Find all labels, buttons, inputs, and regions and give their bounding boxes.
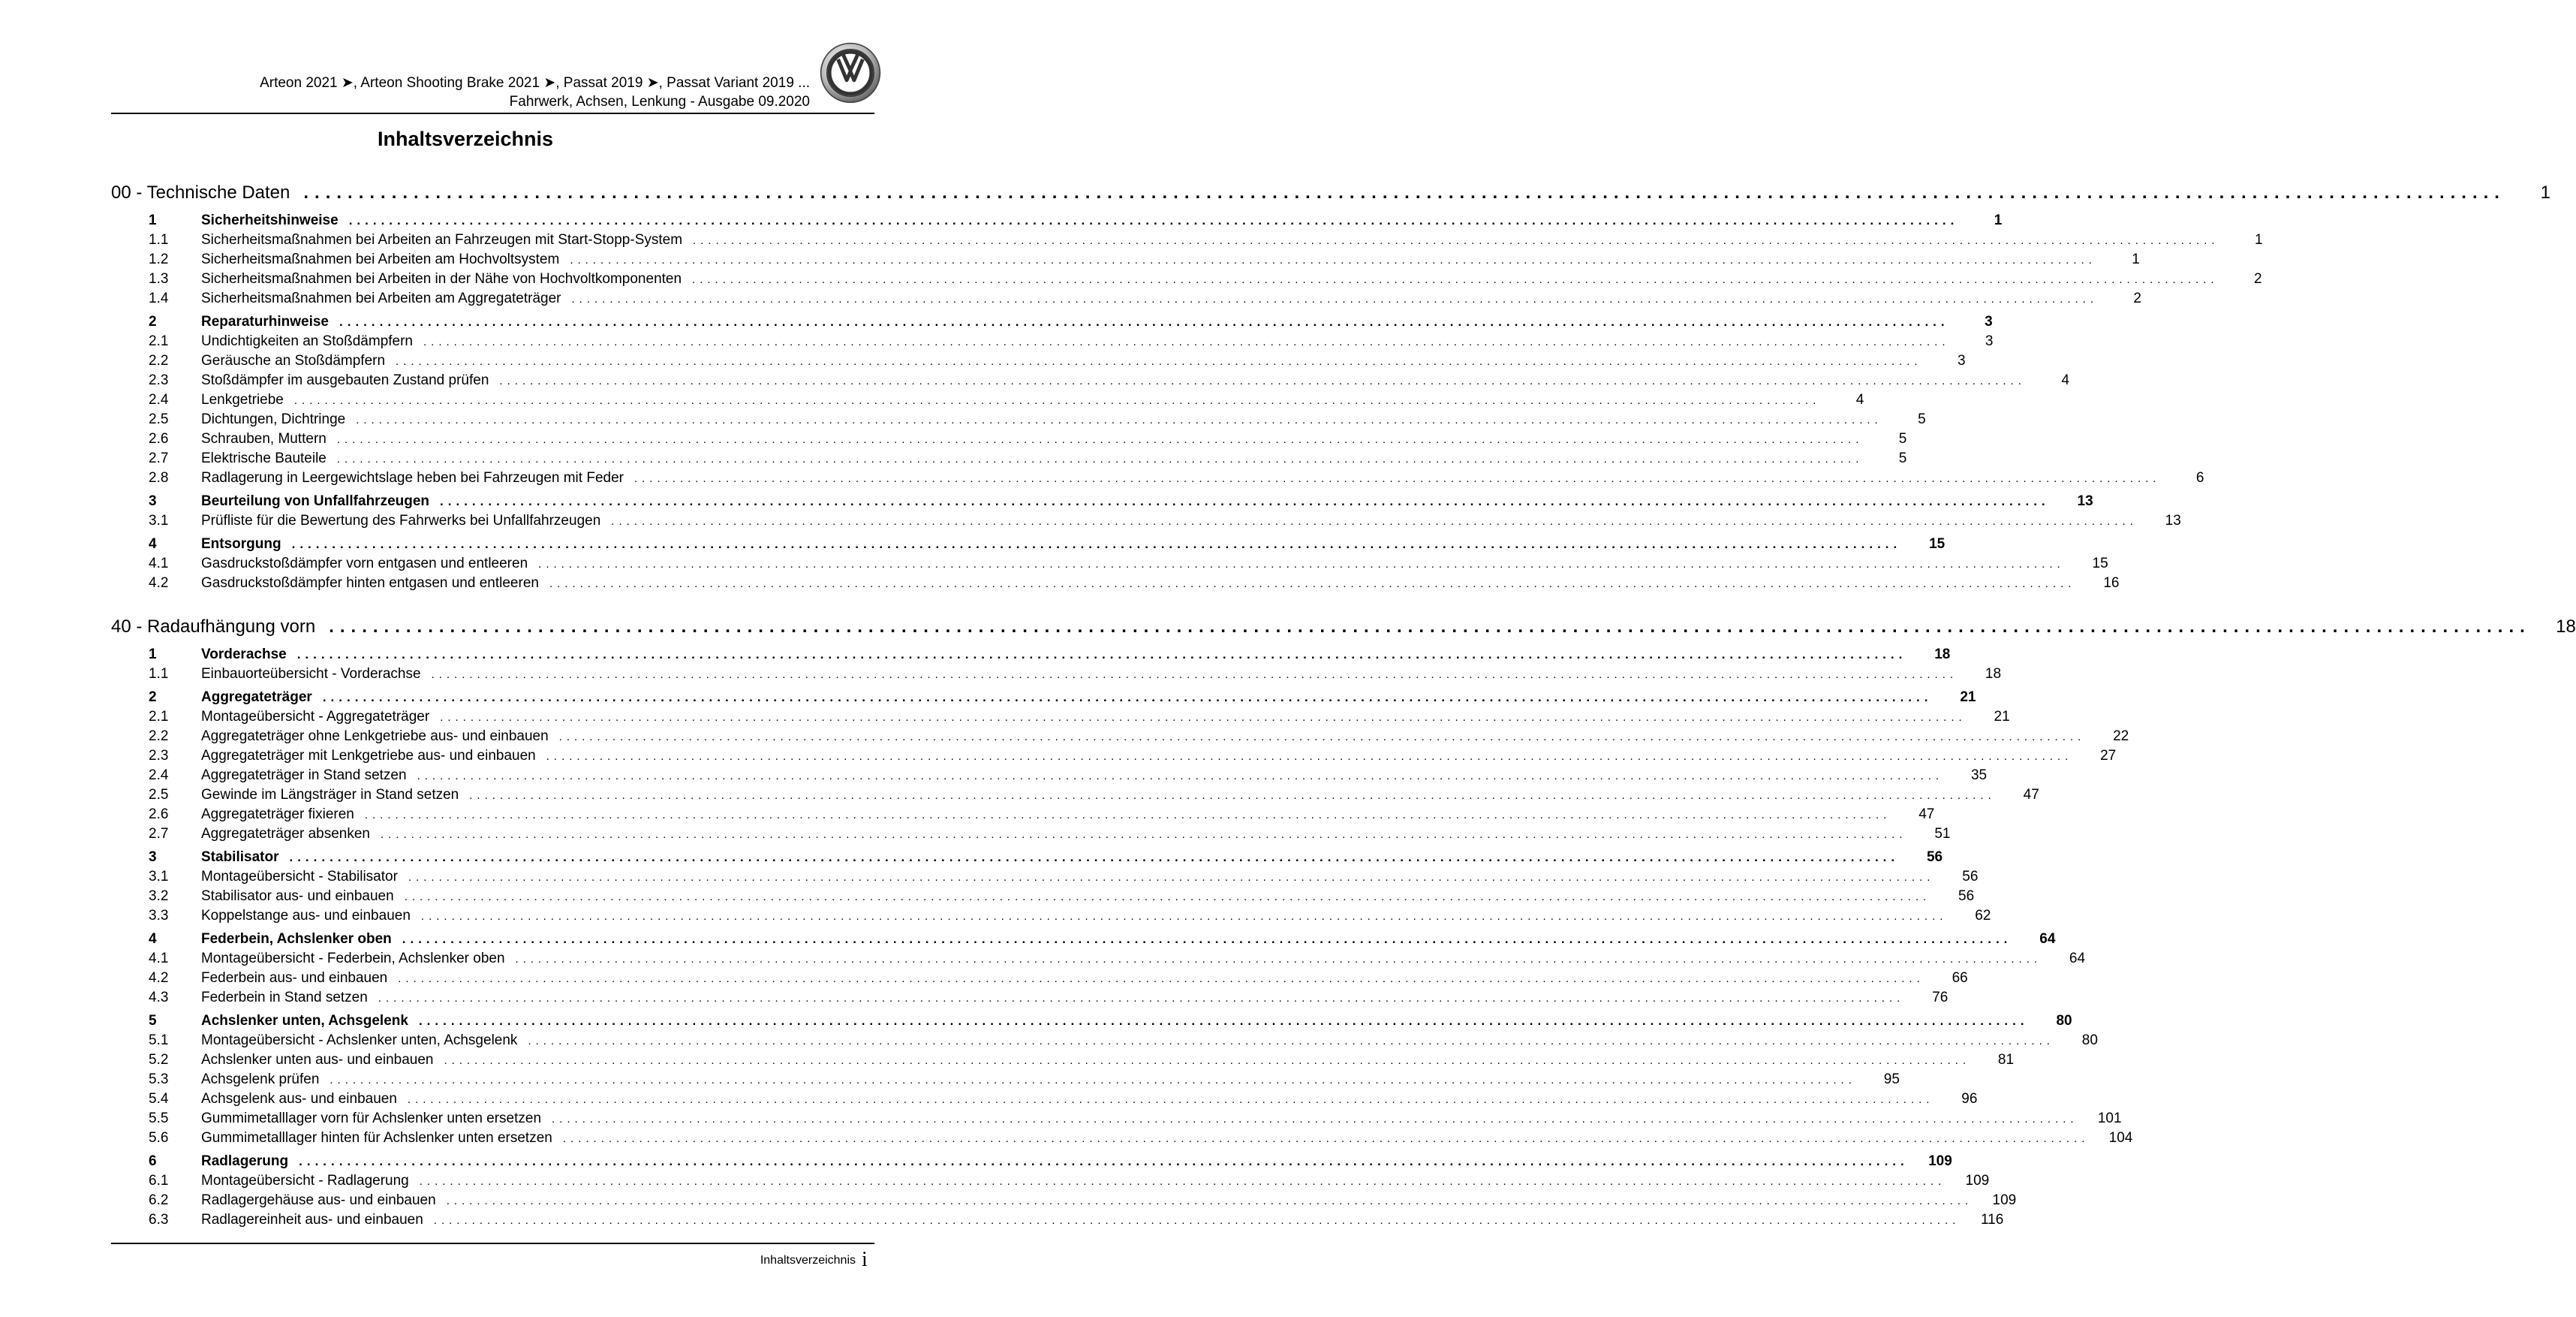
dot-leader: ........................................................................................................................................................................................................ (440, 494, 2050, 508)
toc-chapter[interactable] (111, 611, 2576, 643)
section-number: 5 (149, 1013, 157, 1029)
section-number: 3 (149, 849, 157, 865)
dot-leader: ........................................................................................................................................................................................................ (562, 1132, 2090, 1145)
toc-subsection[interactable] (111, 990, 1949, 1009)
toc-subsection[interactable] (111, 748, 2117, 767)
dot-leader: ........................................................................................................................................................................................................ (402, 932, 2012, 946)
subsection-page: 15 (2092, 556, 2108, 571)
subsection-title: Geräusche an Stoßdämpfern (201, 353, 386, 369)
subsection-page: 109 (1992, 1192, 2017, 1208)
section-title: Radlagerung (201, 1153, 289, 1169)
dot-leader: ........................................................................................................................................................................................................ (433, 1214, 1961, 1227)
subsection-title: Achsgelenk aus- und einbauen (201, 1091, 397, 1107)
footer-page-number: i (862, 1248, 868, 1271)
subsection-title: Montageübersicht - Stabilisator (201, 869, 398, 885)
subsection-page: 2 (2253, 271, 2262, 287)
toc-section[interactable] (111, 314, 1993, 333)
section-title: Beurteilung von Unfallfahrzeugen (201, 493, 430, 509)
section-number: 2 (149, 314, 157, 330)
header-subtitle: Fahrwerk, Achsen, Lenkung - Ausgabe 09.2020 (509, 94, 810, 110)
toc-section[interactable] (111, 1013, 2072, 1032)
toc-subsection[interactable] (111, 666, 2002, 686)
subsection-title: Sicherheitsmaßnahmen bei Arbeiten am Hochvoltsystem (201, 252, 560, 267)
toc-subsection[interactable] (111, 1032, 2098, 1052)
toc-subsection[interactable] (111, 728, 2129, 748)
subsection-page: 109 (1965, 1173, 1990, 1189)
toc-subsection[interactable] (111, 575, 2120, 595)
subsection-page: 4 (1855, 392, 1864, 408)
subsection-number: 6.1 (149, 1173, 169, 1189)
subsection-number: 1.3 (149, 271, 169, 287)
subsection-title: Gewinde im Längsträger in Stand setzen (201, 787, 459, 803)
header-models: Arteon 2021 ➤, Arteon Shooting Brake 2021 ➤, Passat 2019 ➤, Passat Variant 2019 ... (260, 75, 810, 91)
toc-section[interactable] (111, 849, 1943, 869)
dot-leader: ........................................................................................................................................................................................................ (528, 1035, 2054, 1047)
dot-leader: ........................................................................................................................................................................................................ (538, 558, 2065, 571)
subsection-number: 5.2 (149, 1052, 169, 1068)
subsection-number: 2.2 (149, 728, 169, 744)
subsection-number: 5.5 (149, 1111, 169, 1126)
subsection-number: 2.6 (149, 806, 169, 822)
section-number: 1 (149, 212, 157, 228)
dot-leader: ........................................................................................................................................................................................................ (418, 1014, 2029, 1028)
subsection-number: 2.4 (149, 767, 169, 783)
dot-leader: ........................................................................................................................................................................................................ (440, 711, 1967, 724)
section-title: Stabilisator (201, 849, 279, 865)
dot-leader: ........................................................................................................................................................................................................ (396, 355, 1922, 368)
dot-leader: ........................................................................................................................................................................................................ (296, 647, 1907, 662)
subsection-number: 4.2 (149, 575, 169, 591)
toc-subsection[interactable] (111, 333, 1994, 353)
toc-subsection[interactable] (111, 951, 2086, 970)
dot-leader: ........................................................................................................................................................................................................ (378, 992, 1905, 1005)
subsection-page: 116 (1980, 1212, 2004, 1228)
subsection-title: Gasdruckstoßdämpfer hinten entgasen und entleeren (201, 575, 539, 591)
section-title: Vorderachse (201, 646, 287, 662)
dot-leader: ........................................................................................................................................................................................................ (423, 336, 1950, 348)
subsection-number: 2.2 (149, 353, 169, 369)
subsection-number: 4.3 (149, 990, 169, 1005)
subsection-number: 2.1 (149, 709, 169, 725)
toc-subsection[interactable] (111, 787, 2039, 806)
toc-subsection[interactable] (111, 431, 1907, 451)
dot-leader: ........................................................................................................................................................................................................ (431, 668, 1958, 681)
dot-leader: ........................................................................................................................................................................................................ (329, 616, 2531, 637)
subsection-page: 4 (2061, 372, 2069, 388)
subsection-title: Lenkgetriebe (201, 392, 284, 408)
dot-leader: ........................................................................................................................................................................................................ (549, 577, 2076, 590)
toc-subsection[interactable] (111, 970, 1968, 990)
subsection-page: 5 (1898, 431, 1907, 447)
subsection-title: Gummimetalllager vorn für Achslenker unten ersetzen (201, 1111, 542, 1126)
subsection-number: 3.2 (149, 888, 169, 904)
dot-leader: ........................................................................................................................................................................................................ (546, 750, 2073, 763)
dot-leader: ........................................................................................................................................................................................................ (420, 910, 1948, 923)
subsection-page: 80 (2081, 1032, 2098, 1048)
subsection-page: 3 (1985, 333, 1994, 349)
subsection-title: Achsgelenk prüfen (201, 1071, 320, 1087)
dot-leader: ........................................................................................................................................................................................................ (558, 731, 2086, 743)
dot-leader: ........................................................................................................................................................................................................ (692, 273, 2219, 286)
section-number: 2 (149, 689, 157, 705)
subsection-page: 35 (1970, 767, 1988, 783)
dot-leader: ........................................................................................................................................................................................................ (348, 213, 1959, 228)
document-header (113, 74, 810, 111)
subsection-page: 56 (1958, 888, 1975, 904)
subsection-number: 2.5 (149, 411, 169, 427)
subsection-number: 5.4 (149, 1091, 169, 1107)
section-title: Achslenker unten, Achsgelenk (201, 1013, 408, 1029)
subsection-number: 4.1 (149, 951, 169, 966)
chapter-title: 40 - Radaufhängung vorn (111, 616, 316, 637)
section-title: Federbein, Achslenker oben (201, 931, 392, 947)
subsection-number: 2.4 (149, 392, 169, 408)
dot-leader: ........................................................................................................................................................................................................ (356, 414, 1882, 426)
toc-section[interactable] (111, 536, 1946, 556)
vw-logo (820, 42, 881, 104)
toc-subsection[interactable] (111, 353, 1966, 372)
subsection-title: Einbauorteübersicht - Vorderachse (201, 666, 421, 682)
chapter-title: 00 - Technische Daten (111, 182, 290, 203)
subsection-number: 1.2 (149, 252, 169, 267)
dot-leader: ........................................................................................................................................................................................................ (417, 770, 1944, 782)
section-page: 109 (1928, 1153, 1952, 1169)
subsection-title: Prüfliste für die Bewertung des Fahrwerks bei Unfallfahrzeugen (201, 513, 601, 529)
subsection-title: Federbein in Stand setzen (201, 990, 368, 1005)
dot-leader: ........................................................................................................................................................................................................ (499, 375, 2026, 387)
subsection-title: Aggregateträger absenken (201, 826, 370, 842)
subsection-title: Sicherheitsmaßnahmen bei Arbeiten am Aggregateträger (201, 291, 561, 306)
toc-subsection[interactable] (111, 470, 2204, 490)
dot-leader: ........................................................................................................................................................................................................ (444, 1054, 1971, 1067)
dot-leader: ........................................................................................................................................................................................................ (633, 472, 2161, 485)
subsection-page: 47 (2023, 787, 2039, 803)
dot-leader: ........................................................................................................................................................................................................ (330, 1074, 1856, 1086)
section-page: 13 (2077, 493, 2093, 509)
toc-subsection[interactable] (111, 392, 1864, 411)
section-title: Sicherheitshinweise (201, 212, 339, 228)
subsection-page: 64 (2069, 951, 2086, 966)
subsection-page: 62 (1975, 908, 1991, 924)
section-page: 15 (1929, 536, 1946, 552)
toc-subsection[interactable] (111, 271, 2262, 291)
subsection-number: 1.4 (149, 291, 169, 306)
subsection-number: 4.2 (149, 970, 169, 986)
toc-subsection[interactable] (111, 451, 1907, 470)
dot-leader: ........................................................................................................................................................................................................ (336, 453, 1864, 466)
subsection-title: Montageübersicht - Achslenker unten, Achsgelenk (201, 1032, 518, 1048)
subsection-page: 5 (1918, 411, 1926, 427)
subsection-number: 6.2 (149, 1192, 169, 1208)
toc-subsection[interactable] (111, 411, 1926, 431)
subsection-page: 18 (1985, 666, 2002, 682)
subsection-number: 5.6 (149, 1130, 169, 1146)
subsection-page: 3 (1957, 353, 1966, 369)
toc-chapter[interactable] (111, 177, 2550, 209)
subsection-title: Koppelstange aus- und einbauen (201, 908, 411, 924)
dot-leader: ........................................................................................................................................................................................................ (322, 690, 1933, 704)
dot-leader: ........................................................................................................................................................................................................ (408, 871, 1935, 884)
toc-subsection[interactable] (111, 1212, 2004, 1231)
subsection-number: 2.8 (149, 470, 169, 486)
toc-subsection[interactable] (111, 372, 2069, 392)
subsection-title: Dichtungen, Dichtringe (201, 411, 346, 427)
toc-subsection[interactable] (111, 252, 2140, 271)
subsection-title: Radlagerung in Leergewichtslage heben bei Fahrzeugen mit Feder (201, 470, 624, 486)
dot-leader: ........................................................................................................................................................................................................ (469, 789, 1996, 802)
section-page: 21 (1960, 689, 1976, 705)
subsection-title: Stoßdämpfer im ausgebauten Zustand prüfen (201, 372, 489, 388)
subsection-number: 1.1 (149, 232, 169, 248)
subsection-page: 47 (1918, 806, 1935, 822)
dot-leader: ........................................................................................................................................................................................................ (419, 1175, 1946, 1188)
subsection-title: Achslenker unten aus- und einbauen (201, 1052, 434, 1068)
subsection-page: 27 (2100, 748, 2117, 764)
dot-leader: ........................................................................................................................................................................................................ (611, 515, 2138, 528)
section-page: 80 (2056, 1013, 2072, 1029)
toc-subsection[interactable] (111, 291, 2141, 310)
footer-divider (111, 1243, 874, 1244)
subsection-number: 2.6 (149, 431, 169, 447)
section-page: 1 (1994, 212, 2003, 228)
section-page: 64 (2039, 931, 2056, 947)
subsection-page: 56 (1962, 869, 1979, 885)
subsection-page: 96 (1961, 1091, 1978, 1107)
subsection-page: 13 (2165, 513, 2181, 529)
dot-leader: ........................................................................................................................................................................................................ (381, 828, 1907, 841)
section-number: 3 (149, 493, 157, 509)
toc-subsection[interactable] (111, 888, 1975, 908)
subsection-number: 2.3 (149, 372, 169, 388)
subsection-number: 6.3 (149, 1212, 169, 1228)
toc-section[interactable] (111, 931, 2056, 951)
subsection-title: Montageübersicht - Federbein, Achslenker oben (201, 951, 505, 966)
toc-subsection[interactable] (111, 806, 1935, 826)
section-title: Entsorgung (201, 536, 281, 552)
toc-subsection[interactable] (111, 513, 2181, 532)
toc-subsection[interactable] (111, 826, 1951, 845)
section-number: 4 (149, 931, 157, 947)
toc-subsection[interactable] (111, 709, 2010, 728)
subsection-page: 66 (1952, 970, 1968, 986)
subsection-page: 51 (1934, 826, 1951, 842)
section-page: 18 (1934, 646, 1951, 662)
toc-subsection[interactable] (111, 767, 1988, 787)
subsection-title: Gasdruckstoßdämpfer vorn entgasen und entleeren (201, 556, 528, 571)
toc-section[interactable] (111, 493, 2093, 513)
toc-subsection[interactable] (111, 1071, 1900, 1091)
subsection-title: Aggregateträger fixieren (201, 806, 354, 822)
subsection-title: Stabilisator aus- und einbauen (201, 888, 394, 904)
section-page: 56 (1926, 849, 1943, 865)
dot-leader: ........................................................................................................................................................................................................ (515, 953, 2042, 966)
subsection-title: Sicherheitsmaßnahmen bei Arbeiten in der Nähe von Hochvoltkomponenten (201, 271, 682, 287)
subsection-title: Radlagereinheit aus- und einbauen (201, 1212, 423, 1228)
toc-subsection[interactable] (111, 1130, 2133, 1150)
subsection-page: 6 (2195, 470, 2204, 486)
subsection-title: Gummimetalllager hinten für Achslenker unten ersetzen (201, 1130, 552, 1146)
header-divider (111, 113, 874, 114)
subsection-number: 2.3 (149, 748, 169, 764)
dot-leader: ........................................................................................................................................................................................................ (552, 1113, 2078, 1126)
subsection-number: 3.3 (149, 908, 169, 924)
toc-section[interactable] (111, 646, 1951, 666)
subsection-page: 1 (2132, 252, 2140, 267)
subsection-page: 1 (2254, 232, 2263, 248)
subsection-number: 4.1 (149, 556, 169, 571)
subsection-title: Elektrische Bauteile (201, 451, 327, 466)
subsection-page: 2 (2133, 291, 2141, 306)
dot-leader: ........................................................................................................................................................................................................ (291, 537, 1902, 551)
subsection-page: 21 (1994, 709, 2010, 725)
subsection-page: 95 (1883, 1071, 1900, 1087)
subsection-page: 5 (1898, 451, 1907, 466)
subsection-number: 1.1 (149, 666, 169, 682)
section-title: Aggregateträger (201, 689, 312, 705)
section-number: 4 (149, 536, 157, 552)
subsection-title: Aggregateträger mit Lenkgetriebe aus- und einbauen (201, 748, 536, 764)
dot-leader: ........................................................................................................................................................................................................ (299, 1154, 1909, 1168)
subsection-page: 104 (2108, 1130, 2133, 1146)
subsection-title: Schrauben, Muttern (201, 431, 327, 447)
dot-leader: ........................................................................................................................................................................................................ (364, 809, 1891, 821)
dot-leader: ........................................................................................................................................................................................................ (693, 234, 2219, 247)
subsection-number: 5.3 (149, 1071, 169, 1087)
subsection-page: 81 (1997, 1052, 2015, 1068)
toc-section[interactable] (111, 689, 1976, 709)
subsection-number: 3.1 (149, 869, 169, 885)
dot-leader: ........................................................................................................................................................................................................ (398, 972, 1924, 985)
subsection-number: 2.7 (149, 826, 169, 842)
toc-subsection[interactable] (111, 1052, 2015, 1071)
dot-leader: ........................................................................................................................................................................................................ (339, 315, 1949, 329)
subsection-title: Aggregateträger ohne Lenkgetriebe aus- und einbauen (201, 728, 549, 744)
table-of-contents (111, 177, 2576, 1231)
toc-subsection[interactable] (111, 1173, 1990, 1192)
toc-subsection[interactable] (111, 1091, 1978, 1111)
dot-leader: ........................................................................................................................................................................................................ (303, 182, 2505, 203)
section-title: Reparaturhinweise (201, 314, 329, 330)
section-number: 1 (149, 646, 157, 662)
subsection-page: 101 (2097, 1111, 2122, 1126)
subsection-page: 22 (2113, 728, 2129, 744)
dot-leader: ........................................................................................................................................................................................................ (404, 891, 1931, 903)
toc-subsection[interactable] (111, 1111, 2122, 1130)
toc-section[interactable] (111, 1153, 1952, 1173)
page-title: Inhaltsverzeichnis (377, 128, 554, 150)
subsection-title: Undichtigkeiten an Stoßdämpfern (201, 333, 413, 349)
toc-subsection[interactable] (111, 869, 1979, 888)
dot-leader: ........................................................................................................................................................................................................ (336, 433, 1864, 446)
section-page: 3 (1985, 314, 1993, 330)
subsection-page: 76 (1932, 990, 1949, 1005)
subsection-title: Sicherheitsmaßnahmen bei Arbeiten an Fahrzeugen mit Start-Stopp-System (201, 232, 683, 248)
toc-subsection[interactable] (111, 232, 2263, 252)
dot-leader: ........................................................................................................................................................................................................ (446, 1195, 1973, 1207)
subsection-number: 2.7 (149, 451, 169, 466)
dot-leader: ........................................................................................................................................................................................................ (570, 254, 2096, 267)
toc-section[interactable] (111, 212, 2003, 232)
subsection-title: Montageübersicht - Radlagerung (201, 1173, 409, 1189)
subsection-page: 16 (2103, 575, 2120, 591)
subsection-number: 5.1 (149, 1032, 169, 1048)
subsection-title: Radlagergehäuse aus- und einbauen (201, 1192, 436, 1208)
subsection-title: Aggregateträger in Stand setzen (201, 767, 407, 783)
dot-leader: ........................................................................................................................................................................................................ (293, 394, 1821, 407)
subsection-title: Montageübersicht - Aggregateträger (201, 709, 430, 725)
toc-subsection[interactable] (111, 1192, 2017, 1212)
subsection-number: 2.1 (149, 333, 169, 349)
section-number: 6 (149, 1153, 157, 1169)
dot-leader: ........................................................................................................................................................................................................ (289, 850, 1900, 864)
chapter-page: 1 (2540, 182, 2550, 203)
subsection-title: Federbein aus- und einbauen (201, 970, 388, 986)
subsection-number: 2.5 (149, 787, 169, 803)
chapter-page: 18 (2556, 616, 2576, 637)
subsection-number: 3.1 (149, 513, 169, 529)
dot-leader: ........................................................................................................................................................................................................ (571, 293, 2098, 306)
toc-subsection[interactable] (111, 556, 2108, 575)
footer-label: Inhaltsverzeichnis (760, 1254, 856, 1267)
dot-leader: ........................................................................................................................................................................................................ (407, 1093, 1934, 1106)
toc-subsection[interactable] (111, 908, 1991, 927)
